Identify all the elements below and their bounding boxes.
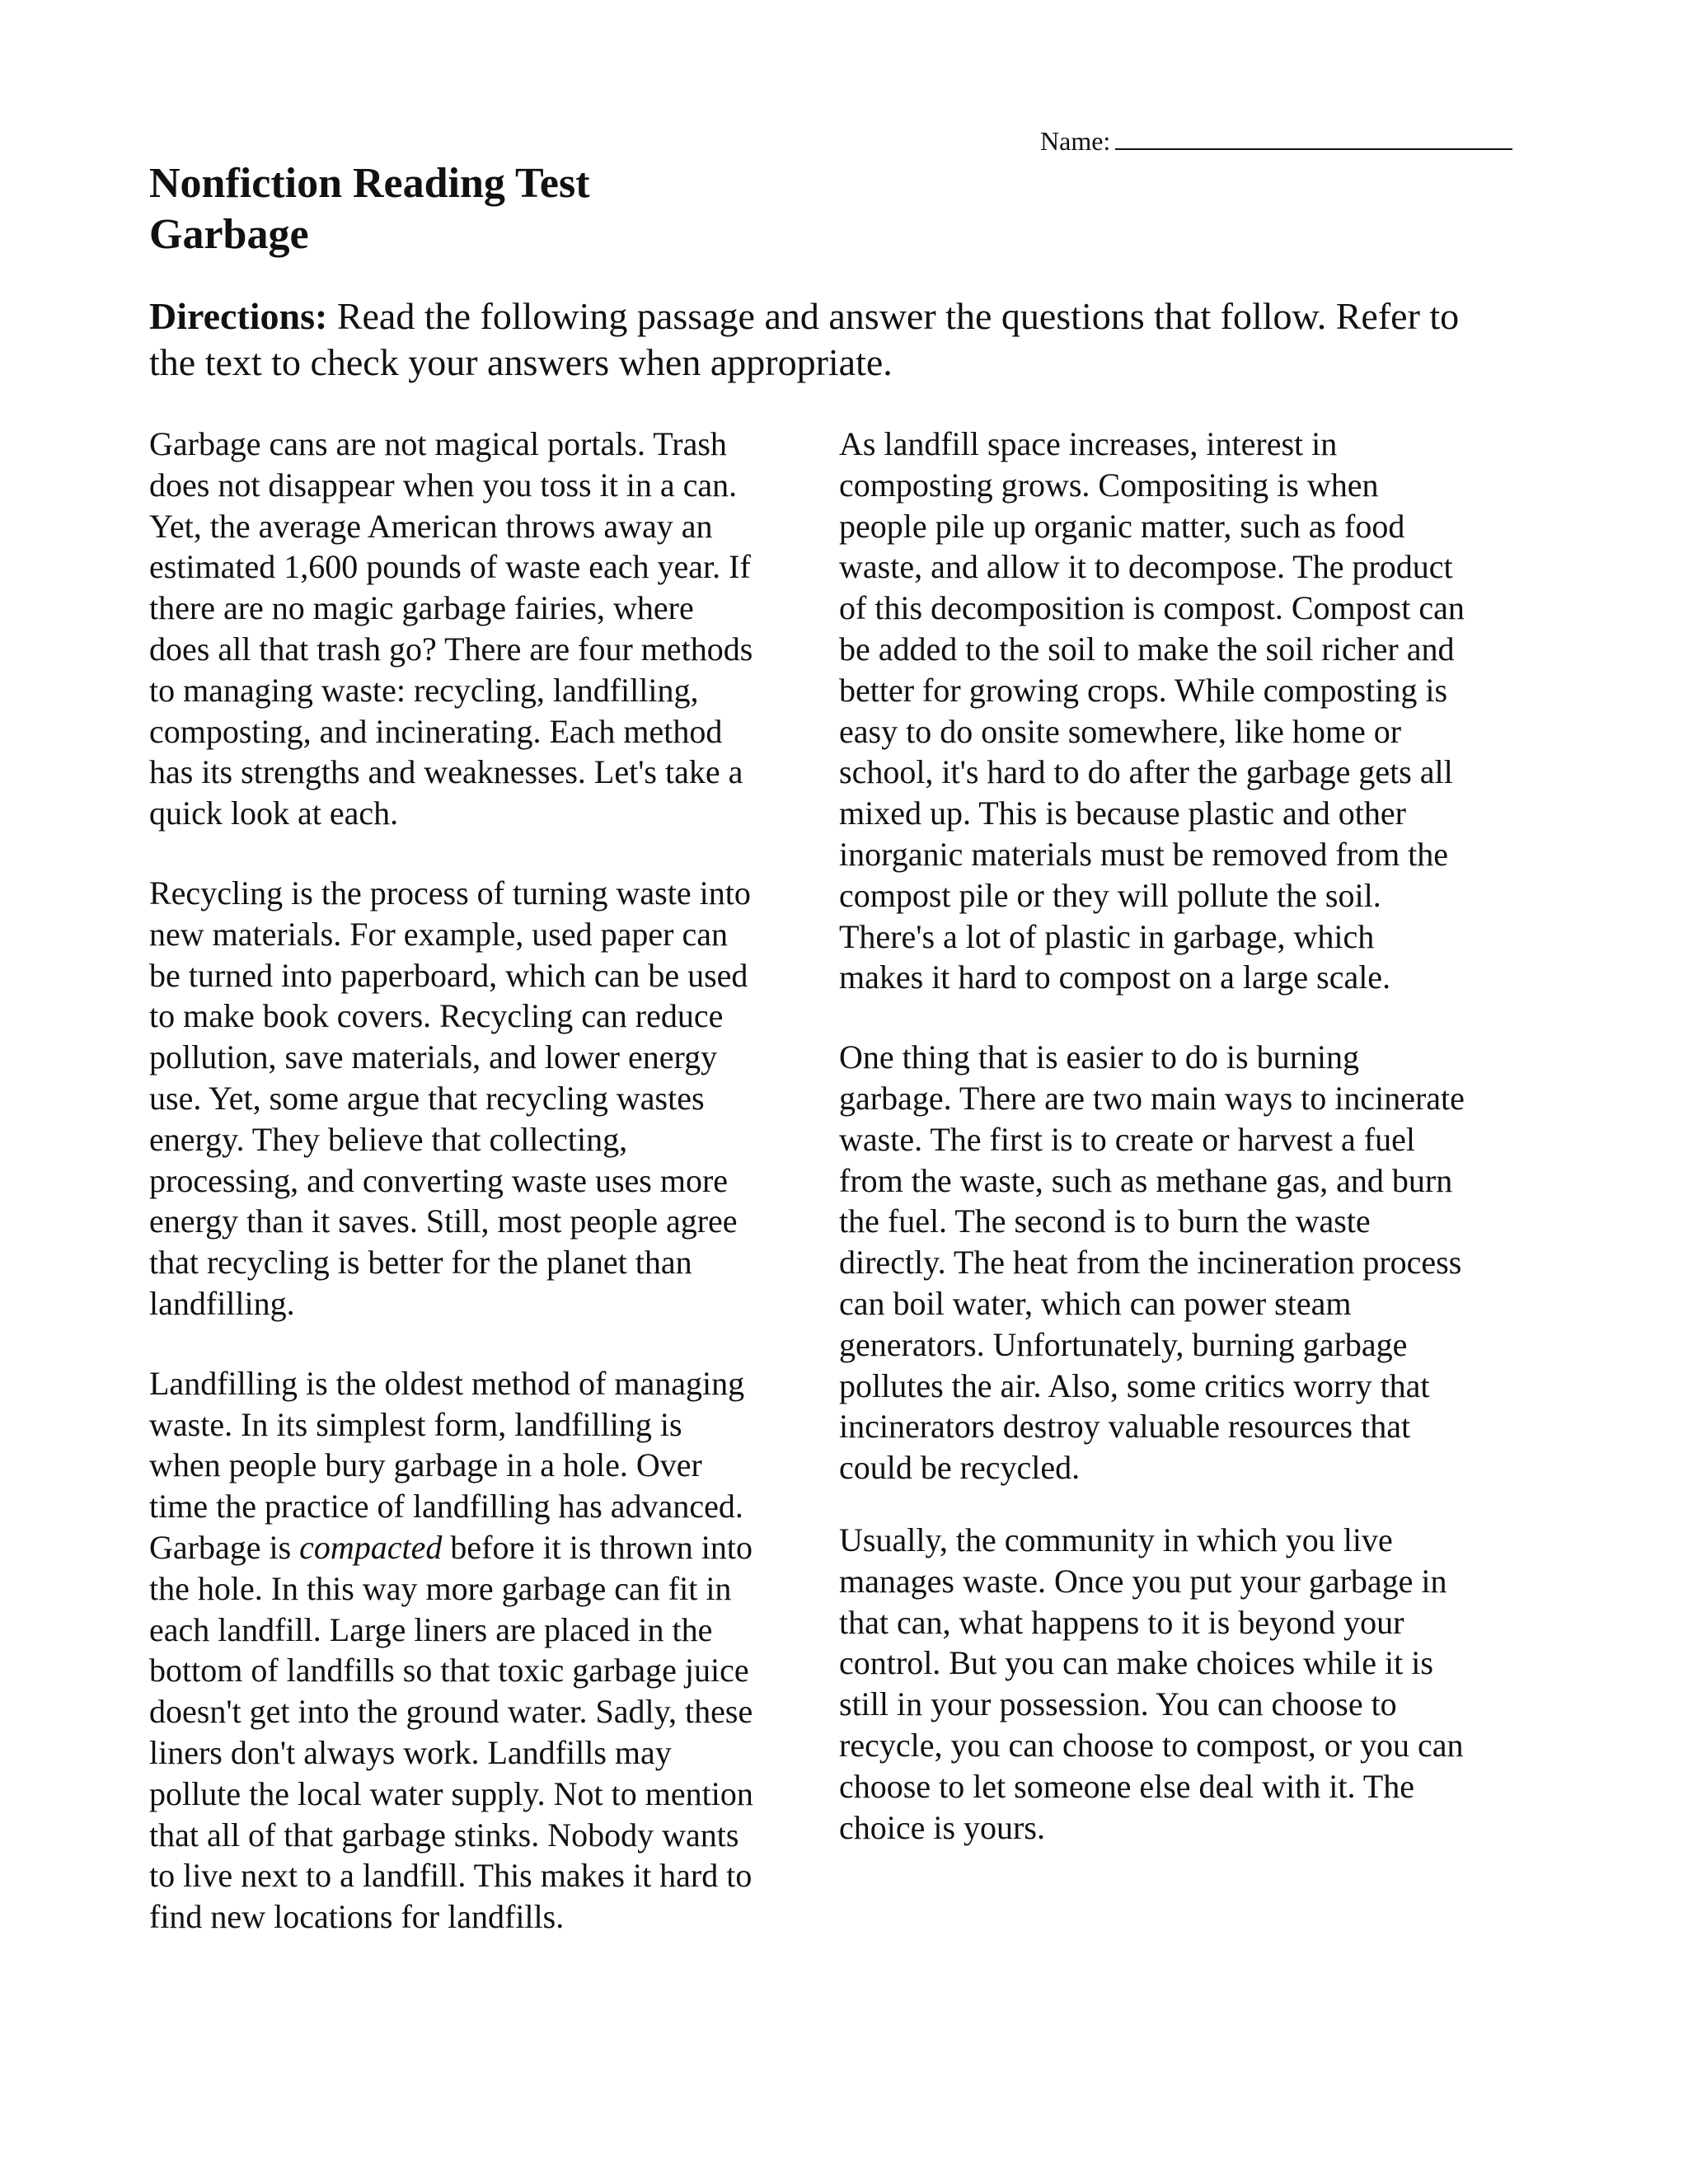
text-line: can boil water, which can power steam xyxy=(839,1284,1352,1322)
text-line: pollution, save materials, and lower energy xyxy=(149,1038,718,1076)
text-line: waste. The first is to create or harvest a fuel xyxy=(839,1120,1415,1158)
text-line: Usually, the community in which you live xyxy=(839,1521,1393,1558)
text-line: waste. In its simplest form, landfilling is xyxy=(149,1405,682,1443)
text-line: makes it hard to compost on a large scale. xyxy=(839,958,1391,996)
text-line: find new locations for landfills. xyxy=(149,1898,565,1936)
text-line: As landfill space increases, interest in xyxy=(839,425,1338,462)
text-line: Garbage cans are not magical portals. Trash xyxy=(149,425,727,462)
text-line: has its strengths and weaknesses. Let's take a xyxy=(149,753,743,791)
text-line: waste, and allow it to decompose. The product xyxy=(839,548,1453,586)
text-line: the hole. In this way more garbage can fit in xyxy=(149,1569,732,1607)
passage-right-column xyxy=(839,424,1515,1848)
name-field[interactable] xyxy=(1040,124,1512,157)
text-line: when people bury garbage in a hole. Over xyxy=(149,1446,702,1484)
text-line: control. But you can make choices while it is xyxy=(839,1644,1433,1682)
paragraph-composting xyxy=(839,424,1515,998)
text-line: still in your possession. You can choose to xyxy=(839,1685,1397,1723)
text-line: incinerators destroy valuable resources that xyxy=(839,1408,1411,1446)
directions-text-2: the text to check your answers when appropriate. xyxy=(149,341,893,383)
text-line: mixed up. This is because plastic and other xyxy=(839,794,1406,832)
text-line: Recycling is the process of turning waste into xyxy=(149,874,751,912)
text-line: time the practice of landfilling has advanced. xyxy=(149,1488,743,1526)
text-line: One thing that is easier to do is burning xyxy=(839,1038,1360,1076)
text-line: of this decomposition is compost. Compost can xyxy=(839,589,1465,627)
text-line: recycle, you can choose to compost, or you can xyxy=(839,1726,1464,1764)
text-line: does not disappear when you toss it in a can. xyxy=(149,466,738,504)
text-line: Landfilling is the oldest method of managing xyxy=(149,1364,745,1402)
text-line: better for growing crops. While composting is xyxy=(839,671,1448,709)
text-line: compost pile or they will pollute the soil. xyxy=(839,876,1381,914)
text-line: choice is yours. xyxy=(839,1808,1045,1846)
text-line: composting grows. Compositing is when xyxy=(839,466,1379,504)
text-line: doesn't get into the ground water. Sadly, these xyxy=(149,1693,753,1731)
text-line: from the waste, such as methane gas, and burn xyxy=(839,1161,1453,1199)
italic-term: compacted xyxy=(299,1528,443,1566)
directions-text-1: Read the following passage and answer the questions that follow. Refer to xyxy=(327,295,1460,337)
page-title xyxy=(149,158,590,260)
text-line: pollutes the air. Also, some critics worry that xyxy=(839,1366,1430,1404)
text-line: inorganic materials must be removed from the xyxy=(839,835,1449,873)
text-line: composting, and incinerating. Each method xyxy=(149,712,723,750)
name-label: Name: xyxy=(1040,126,1111,156)
text-line: energy. They believe that collecting, xyxy=(149,1120,628,1158)
text-line: pollute the local water supply. Not to mention xyxy=(149,1774,753,1812)
paragraph-intro xyxy=(149,424,825,834)
text-line: use. Yet, some argue that recycling wastes xyxy=(149,1079,705,1117)
passage-left-column xyxy=(149,424,825,1938)
text-line: easy to do onsite somewhere, like home or xyxy=(839,712,1402,750)
text-line: that all of that garbage stinks. Nobody wants xyxy=(149,1816,739,1854)
text-line: to live next to a landfill. This makes it hard to xyxy=(149,1857,753,1895)
text-line: does all that trash go? There are four methods xyxy=(149,630,753,668)
paragraph-recycling xyxy=(149,873,825,1324)
text-line: that can, what happens to it is beyond your xyxy=(839,1603,1404,1641)
text-line: directly. The heat from the incineration process xyxy=(839,1244,1462,1282)
text-line: each landfill. Large liners are placed in the xyxy=(149,1610,713,1648)
directions-label: Directions: xyxy=(149,295,328,337)
text-line: people pile up organic matter, such as food xyxy=(839,507,1405,545)
title-line-2: Garbage xyxy=(149,211,309,258)
text-line: bottom of landfills so that toxic garbage juice xyxy=(149,1652,749,1690)
name-blank-line[interactable] xyxy=(1115,124,1512,150)
text-line: choose to let someone else deal with it. The xyxy=(839,1767,1414,1805)
text-line: the fuel. The second is to burn the waste xyxy=(839,1202,1371,1240)
text-line: liners don't always work. Landfills may xyxy=(149,1733,672,1771)
title-line-1: Nonfiction Reading Test xyxy=(149,160,590,207)
text-line: be turned into paperboard, which can be used xyxy=(149,956,748,994)
paragraph-incineration xyxy=(839,1037,1515,1488)
text-line: new materials. For example, used paper can xyxy=(149,915,728,953)
paragraph-conclusion xyxy=(839,1520,1515,1848)
text-line: estimated 1,600 pounds of waste each year. If xyxy=(149,548,751,586)
text-line: to managing waste: recycling, landfilling, xyxy=(149,671,699,709)
text-line: Garbage is compacted before it is thrown into xyxy=(149,1528,753,1566)
text-line: could be recycled. xyxy=(839,1449,1081,1487)
text-line: Yet, the average American throws away an xyxy=(149,507,713,545)
text-line: manages waste. Once you put your garbage in xyxy=(839,1562,1447,1600)
text-line: quick look at each. xyxy=(149,794,399,832)
text-line: school, it's hard to do after the garbage gets all xyxy=(839,753,1453,791)
text-line: There's a lot of plastic in garbage, which xyxy=(839,917,1375,955)
text-line: processing, and converting waste uses more xyxy=(149,1161,729,1199)
text-line: generators. Unfortunately, burning garbage xyxy=(839,1325,1408,1363)
text-line: garbage. There are two main ways to incinerate xyxy=(839,1079,1465,1117)
text-line: energy than it saves. Still, most people agree xyxy=(149,1202,738,1240)
paragraph-landfilling xyxy=(149,1363,825,1938)
text-line: be added to the soil to make the soil richer and xyxy=(839,630,1455,668)
text-line: to make book covers. Recycling can reduce xyxy=(149,997,724,1035)
text-line: landfilling. xyxy=(149,1284,295,1322)
text-line: there are no magic garbage fairies, where xyxy=(149,589,694,627)
text-line: that recycling is better for the planet than xyxy=(149,1244,692,1282)
directions xyxy=(149,293,1542,386)
